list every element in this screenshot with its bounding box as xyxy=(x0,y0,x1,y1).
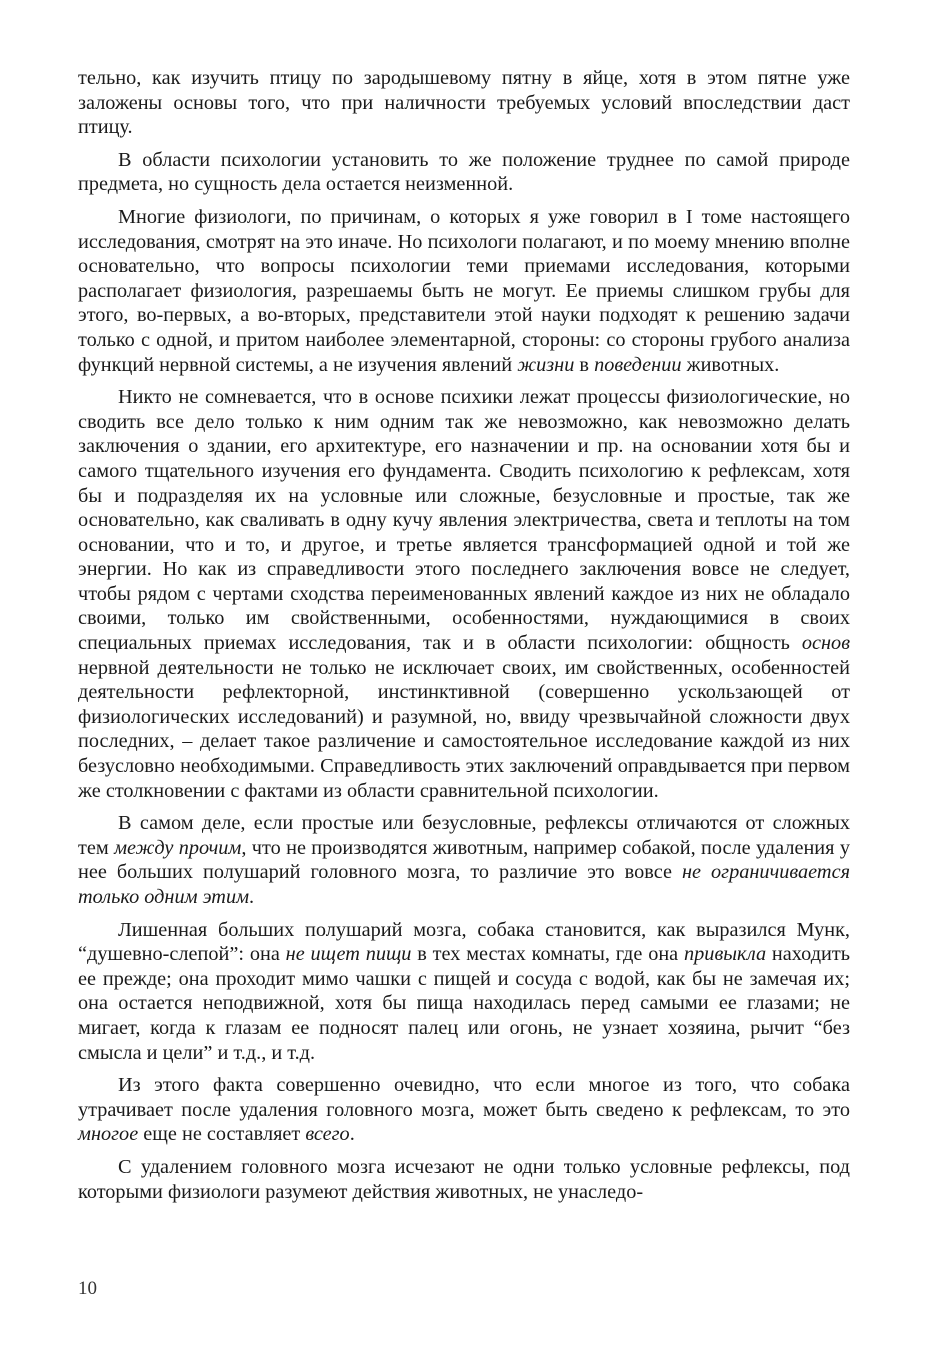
italic-text: между прочим xyxy=(114,836,242,859)
text-run: . xyxy=(349,1123,355,1146)
paragraph xyxy=(78,66,850,140)
text-run: Многие физиологи, по причинам, о которых я уже говорил в I томе настоящего исследования, смотрят на это иначе. Но психологи полагают, и по моему мнению вполне основательно, что вопросы психологии теми приемами исследования, которыми располагает физиология, разрешаемы быть не могут. Ее приемы слишком грубы для этого, во-первых, а во-вторых, представители этой науки подходят к решению задачи только с одной, и притом наиболее элементарной, стороны: со стороны грубого анализа функций нервной системы, а не изучения явлений xyxy=(78,205,850,376)
paragraph xyxy=(78,148,850,197)
paragraph xyxy=(78,1155,850,1204)
text-run: В самом деле, если простые или безусловные, рефлексы отличаются от сложных тем xyxy=(78,812,850,859)
italic-text: основ xyxy=(801,632,850,655)
italic-text: поведении xyxy=(594,353,682,376)
italic-text: не ограничивается только одним этим xyxy=(78,861,850,908)
text-run: находить ее прежде; она проходит мимо чашки с пищей и сосуда с водой, как бы не замечая их; она остается неподвижной, хотя бы пища находилась перед самыми ее глазами; не мигает, когда к глазам ее подносят палец или огонь, не узнает хозяина, рычит “без смысла и цели” и т.д., и т.д. xyxy=(78,943,850,1064)
text-run: в xyxy=(574,353,595,376)
text-run: в тех местах комнаты, где она xyxy=(411,943,685,966)
text-run: Никто не сомневается, что в основе психики лежат процессы физиологические, но сводить все дело только к ним одним так же невозможно, как невозможно делать заключения о здании, его архитектуре, его назначении и пр. на основании хотя бы и самого тщательного изучения его фундамента. Сводить психологию к рефлексам, хотя бы и подразделяя их на условные или сложные, безусловные и простые, так же основательно, как сваливать в одну кучу явления электричества, света и теплоты на том основании, что и то, и другое, и третье является трансформацией одной и той же энергии. Но как из справедливости этого последнего заключения вовсе не следует, чтобы рядом с чертами сходства переименованных явлений каждое из них не обладало своими, только им свойственными, особенностями, нуждающимися в своих специальных приемах исследования, так и в области психологии: общность xyxy=(78,386,850,655)
paragraph xyxy=(78,811,850,909)
italic-text: жизни xyxy=(517,353,575,376)
italic-text: не ищет пищи xyxy=(285,943,412,966)
text-run: Из этого факта совершенно очевидно, что если многое из того, что собака утрачивает после удаления головного мозга, может быть сведено к рефлексам, то это xyxy=(78,1074,850,1121)
page-number: 10 xyxy=(78,1278,97,1299)
text-run: , что не производятся животным, например собакой, после удаления у нее больших полушарий головного мозга, то различие это вовсе xyxy=(78,836,850,884)
text-run: тельно, как изучить птицу по зародышевому пятну в яйце, хотя в этом пятне уже заложены основы того, что при наличности требуемых условий впоследствии даст птицу. xyxy=(78,67,850,139)
italic-text: многое xyxy=(78,1123,139,1146)
paragraph xyxy=(78,385,850,803)
paragraph xyxy=(78,1073,850,1147)
text-run: нервной деятельности не только не исключает своих, им свойственных, особенностей деятельности рефлекторной, инстинктивной (совершенно ускользающей от физиологических исследований) и разумной, но, ввиду чрезвычайной сложности двух последних, – делает такое различение и самостоятельное исследование каждой из них безусловно необходимыми. Справедливость этих заключений оправдывается при первом же столкновении с фактами из области сравнительной психологии. xyxy=(78,656,850,802)
page-text xyxy=(78,66,850,1212)
text-run: животных. xyxy=(681,353,780,376)
text-run: еще не составляет xyxy=(138,1123,306,1146)
paragraph xyxy=(78,205,850,377)
text-run: . xyxy=(249,886,255,908)
text-run: Лишенная больших полушарий мозга, собака становится, как выразился Мунк, “душевно-слепой”: она xyxy=(78,918,850,966)
italic-text: всего xyxy=(305,1123,350,1146)
text-run: В области психологии установить то же положение труднее по самой природе предмета, но сущность дела остается неизменной. xyxy=(78,148,850,196)
text-run: С удалением головного мозга исчезают не одни только условные рефлексы, под которыми физиологи разумеют действия животных, не унаследо- xyxy=(78,1155,850,1203)
italic-text: привыкла xyxy=(684,943,767,966)
paragraph xyxy=(78,918,850,1066)
